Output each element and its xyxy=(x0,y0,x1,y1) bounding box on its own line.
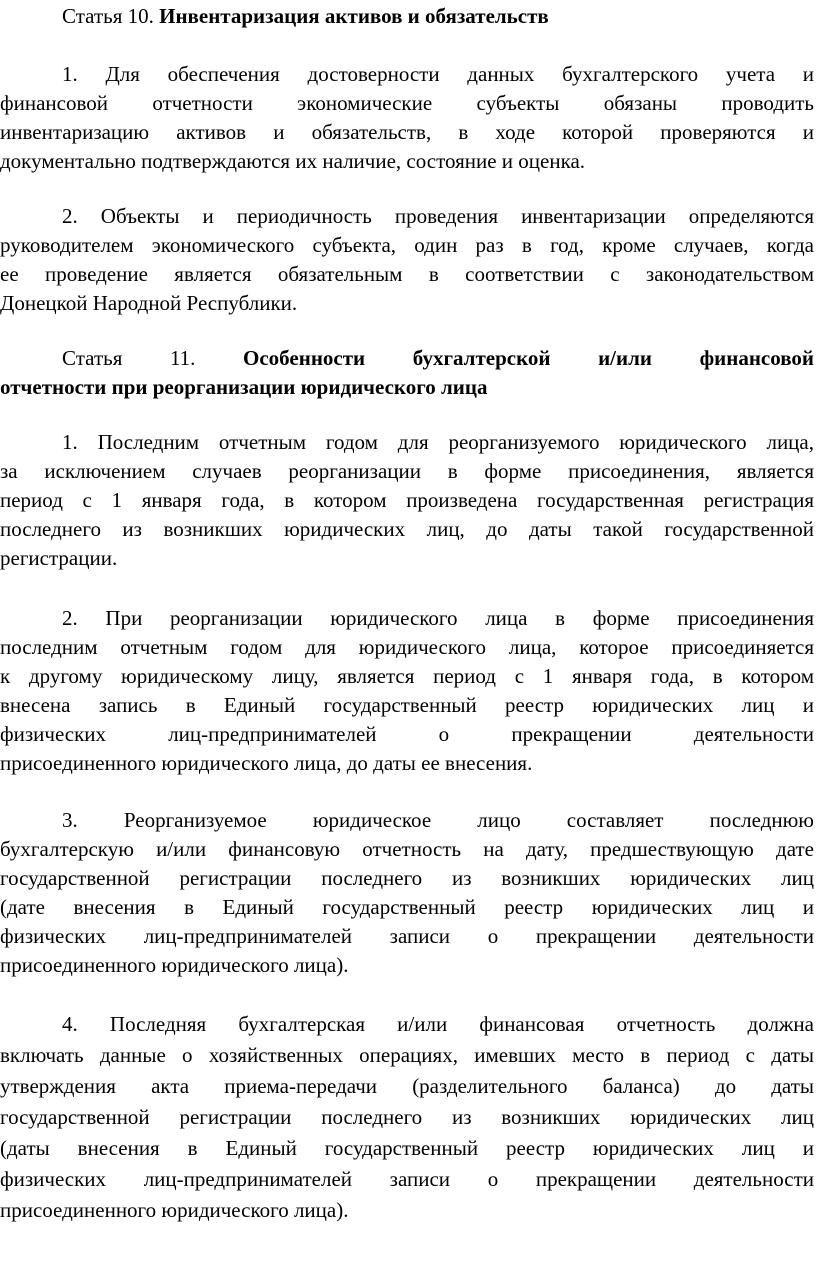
text-line: период с 1 января года, в котором произведена государственная регистрация xyxy=(0,488,814,512)
text-line: присоединенного юридического лица). xyxy=(0,953,349,977)
article-11-heading xyxy=(0,344,814,402)
article-11-paragraph-3 xyxy=(0,806,814,980)
text-line: физических лиц-предпринимателей записи о прекращении деятельности xyxy=(0,1167,814,1191)
article-11-label: Статья 11. xyxy=(62,346,196,370)
text-line: регистрации. xyxy=(0,546,118,570)
article-10-title: Инвентаризация активов и обязательств xyxy=(159,4,549,28)
text-line: включать данные о хозяйственных операциях, имевших место в период с даты xyxy=(0,1043,814,1067)
text-line: руководителем экономического субъекта, один раз в год, кроме случаев, когда xyxy=(0,233,814,257)
text-line: 2. Объекты и периодичность проведения инвентаризации определяются xyxy=(62,204,814,228)
text-line: документально подтверждаются их наличие, состояние и оценка. xyxy=(0,149,586,173)
article-11-title-line-2: отчетности при реорганизации юридического лица xyxy=(0,375,488,399)
text-line: физических лиц-предпринимателей записи о прекращении деятельности xyxy=(0,924,814,948)
text-line: присоединенного юридического лица, до даты ее внесения. xyxy=(0,751,533,775)
text-line: физических лиц-предпринимателей о прекращении деятельности xyxy=(0,722,814,746)
text-line: 1. Для обеспечения достоверности данных бухгалтерского учета и xyxy=(62,62,814,86)
article-11-paragraph-2 xyxy=(0,604,814,778)
text-line: государственной регистрации последнего из возникших юридических лиц xyxy=(0,1105,814,1129)
text-line: последнего из возникших юридических лиц, до даты такой государственной xyxy=(0,517,814,541)
text-line: Донецкой Народной Республики. xyxy=(0,291,298,315)
text-line: бухгалтерскую и/или финансовую отчетность на дату, предшествующую дате xyxy=(0,837,814,861)
article-10-heading xyxy=(0,2,814,31)
text-line: (дате внесения в Единый государственный реестр юридических лиц и xyxy=(0,895,814,919)
text-line: утверждения акта приема-передачи (разделительного баланса) до даты xyxy=(0,1074,814,1098)
text-line: за исключением случаев реорганизации в форме присоединения, является xyxy=(0,459,814,483)
text-line: внесена запись в Единый государственный реестр юридических лиц и xyxy=(0,693,814,717)
text-line: к другому юридическому лицу, является период с 1 января года, в котором xyxy=(0,664,814,688)
text-line: 1. Последним отчетным годом для реорганизуемого юридического лица, xyxy=(62,430,814,454)
text-line: 4. Последняя бухгалтерская и/или финансовая отчетность должна xyxy=(62,1012,814,1036)
text-line: 2. При реорганизации юридического лица в форме присоединения xyxy=(62,606,814,630)
text-line: (даты внесения в Единый государственный реестр юридических лиц и xyxy=(0,1136,814,1160)
article-11-paragraph-4 xyxy=(0,1009,814,1226)
text-line: ее проведение является обязательным в соответствии с законодательством xyxy=(0,262,814,286)
article-11-paragraph-1 xyxy=(0,428,814,573)
text-line: 3. Реорганизуемое юридическое лицо составляет последнюю xyxy=(62,808,814,832)
article-10-paragraph-2 xyxy=(0,202,814,318)
text-line: государственной регистрации последнего из возникших юридических лиц xyxy=(0,866,814,890)
text-line: последним отчетным годом для юридического лица, которое присоединяется xyxy=(0,635,814,659)
text-line: финансовой отчетности экономические субъекты обязаны проводить xyxy=(0,91,814,115)
article-10-label: Статья 10. xyxy=(62,4,154,28)
text-line: инвентаризацию активов и обязательств, в ходе которой проверяются и xyxy=(0,120,814,144)
article-10-paragraph-1 xyxy=(0,60,814,176)
text-line: присоединенного юридического лица). xyxy=(0,1198,349,1222)
article-11-title-line-1: Особенности бухгалтерской и/или финансовой xyxy=(243,346,814,370)
